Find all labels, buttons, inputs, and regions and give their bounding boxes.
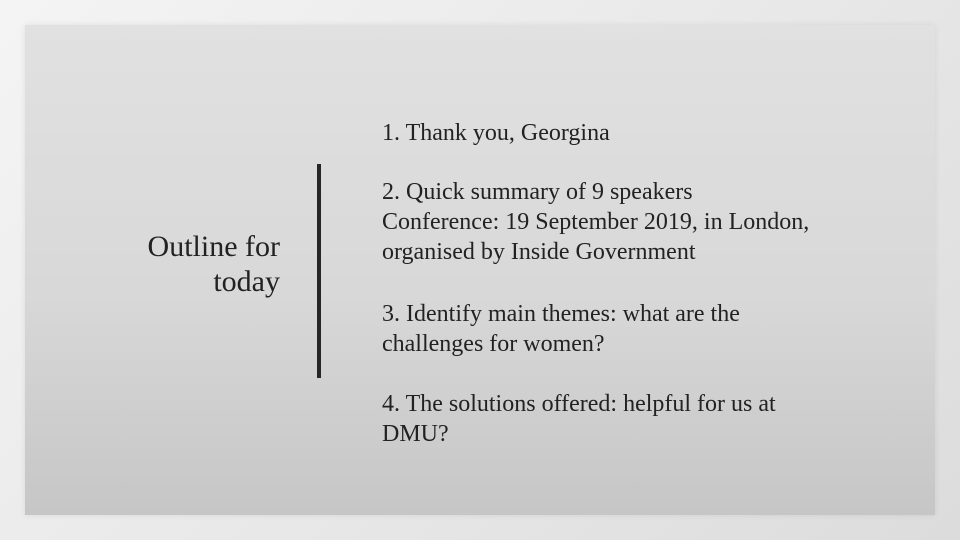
outline-item-4: 4. The solutions offered: helpful for us at DMU? xyxy=(382,391,776,447)
slide xyxy=(25,25,935,515)
outline-item-3: 3. Identify main themes: what are the challenges for women? xyxy=(382,301,740,357)
vertical-divider xyxy=(317,164,321,378)
outline-item-1: 1. Thank you, Georgina xyxy=(382,120,610,146)
slide-title: Outline for today xyxy=(147,230,280,298)
outline-item-2: 2. Quick summary of 9 speakers Conference: 19 September 2019, in London, organised by Inside Government xyxy=(382,179,810,265)
